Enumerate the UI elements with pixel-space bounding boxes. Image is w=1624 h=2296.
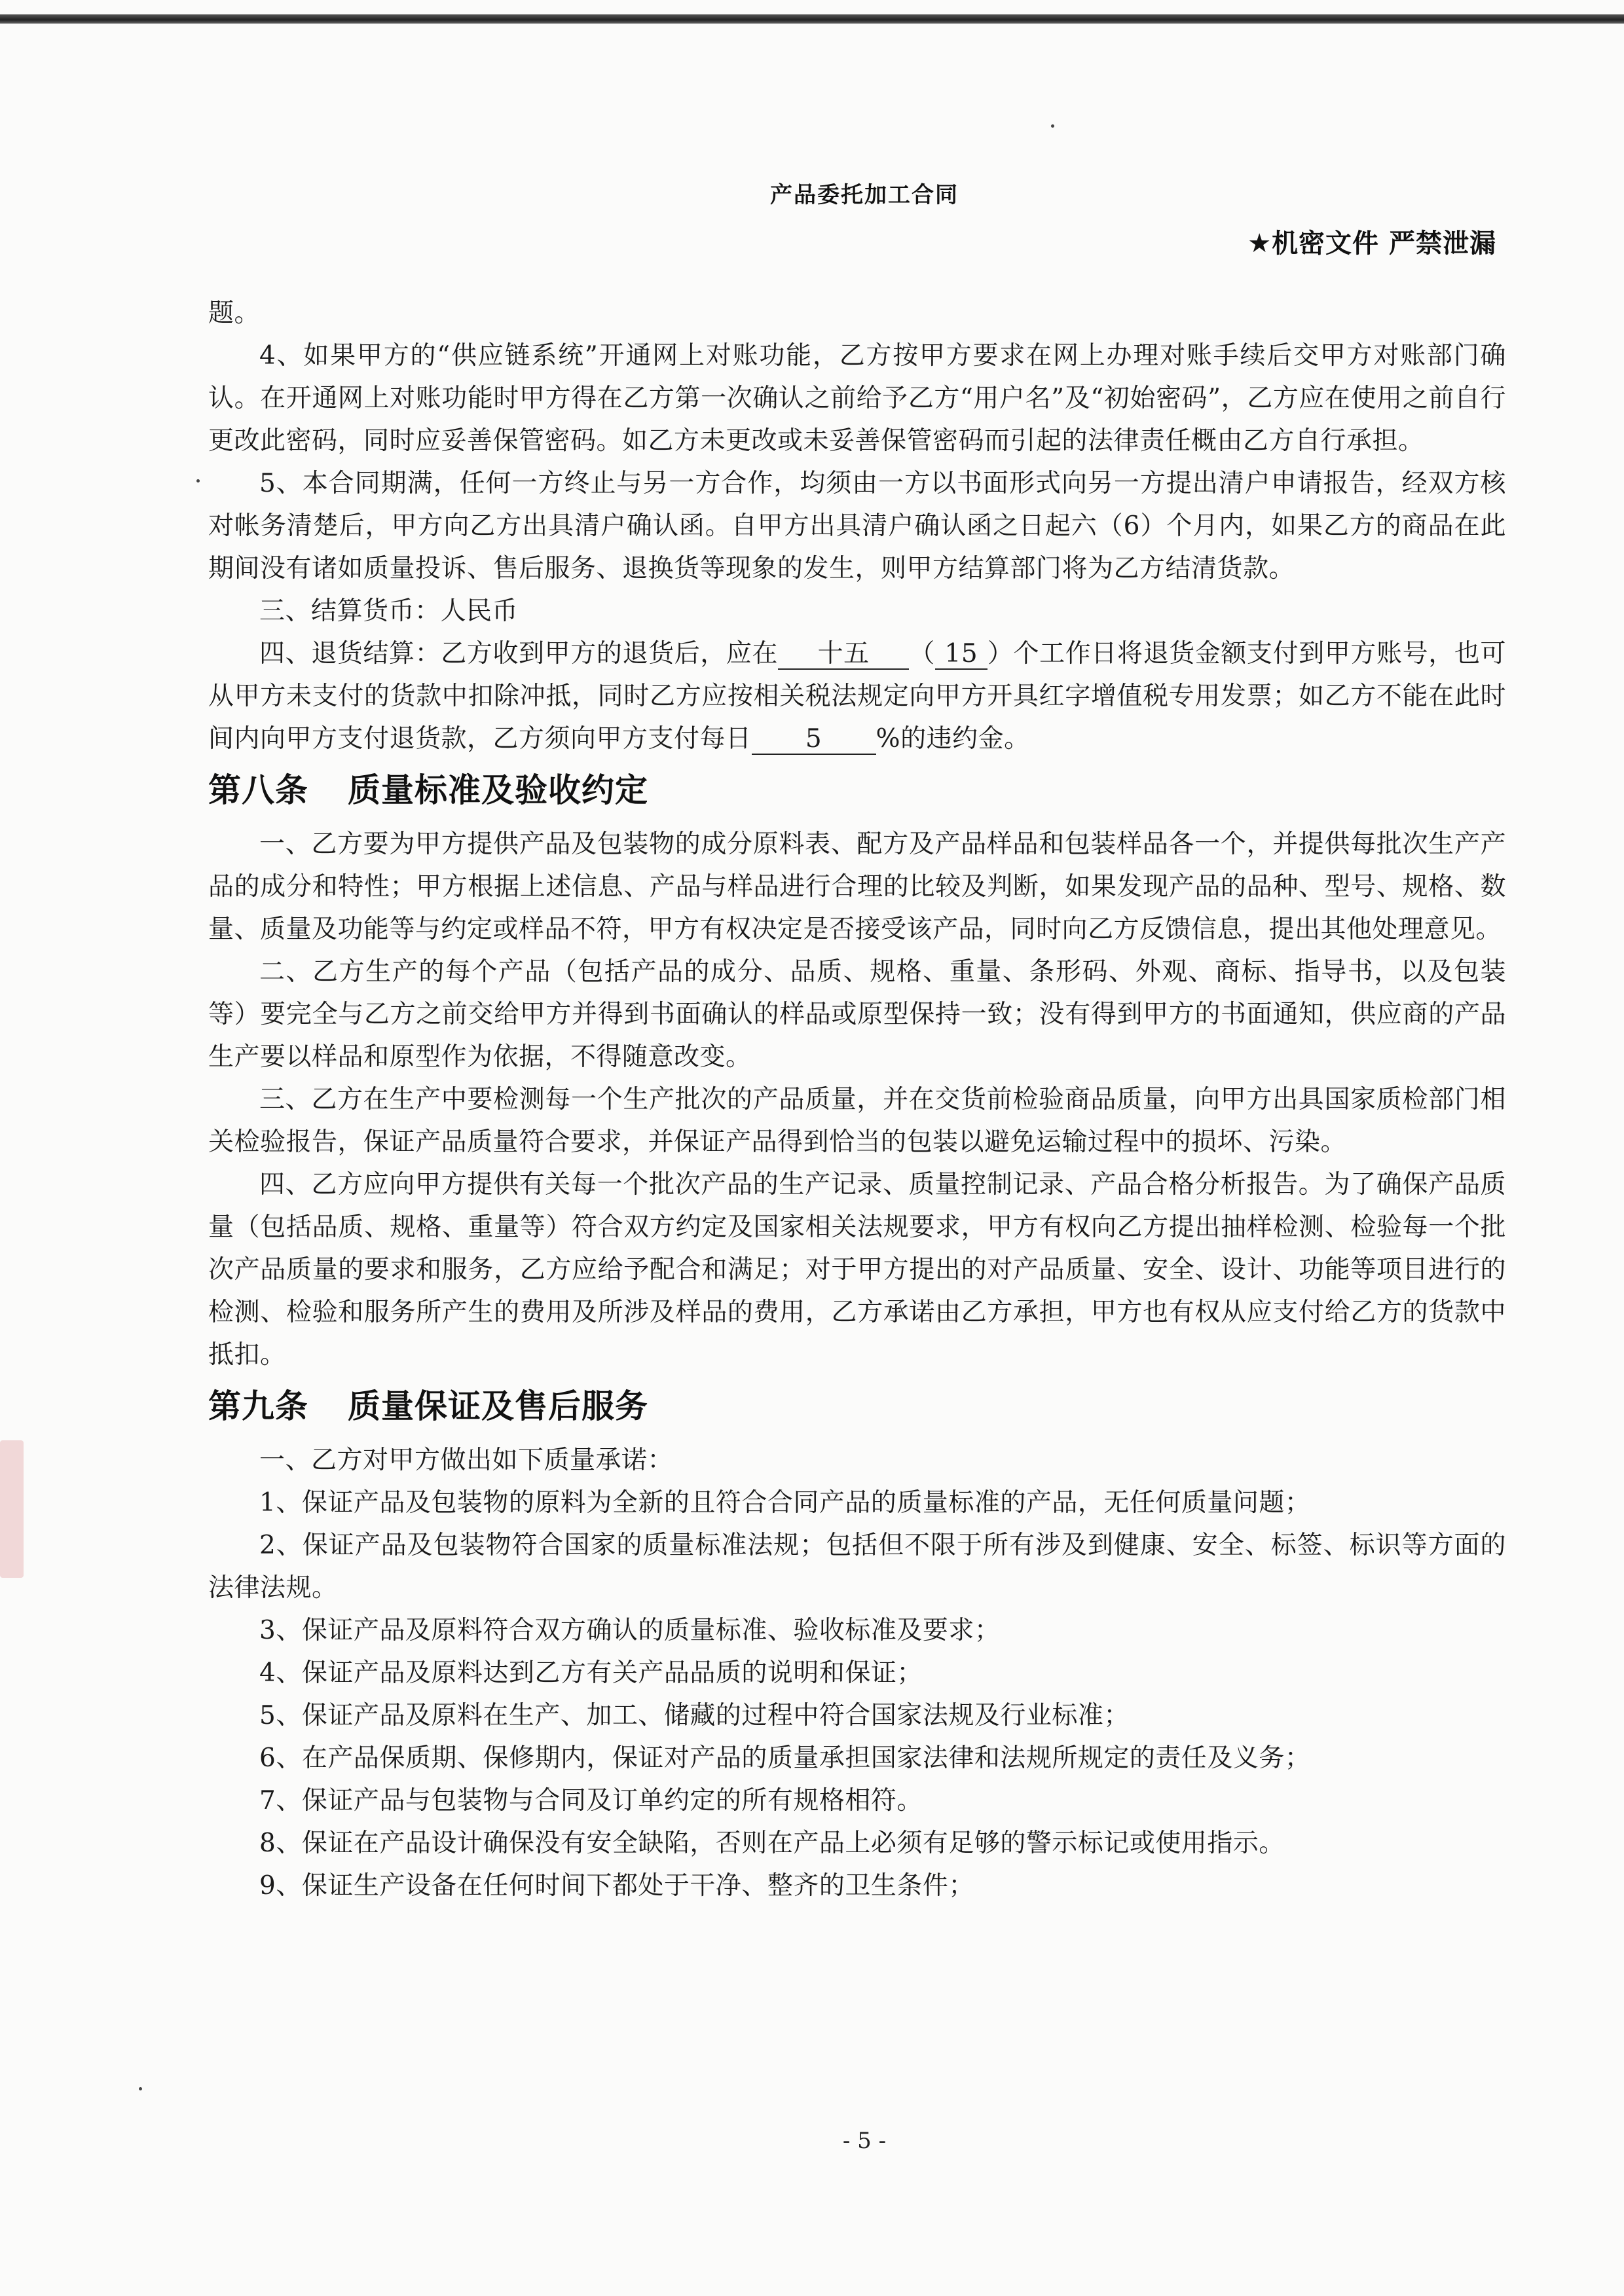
list-item: 5、保证产品及原料在生产、加工、储藏的过程中符合国家法规及行业标准； (259, 1701, 1130, 1730)
paragraph: 4、如果甲方的“供应链系统”开通网上对账功能，乙方按甲方要求在网上办理对账手续后交甲方对账部门确认。在开通网上对账功能时甲方得在乙方第一次确认之前给予乙方“用户名”及“初始密码”，乙方应在使用之前自行更改此密码，同时应妥善保管密码。如乙方未更改或未妥善保管密码而引起的法律责任概由乙方自行承担。 (208, 341, 1506, 456)
page-number: - 5 - (842, 2128, 887, 2154)
confidential-notice: ★机密文件 严禁泄漏 (1247, 228, 1496, 259)
list-item: 1、保证产品及包装物的原料为全新的且符合合同产品的质量标准的产品，无任何质量问题； (259, 1488, 1311, 1518)
article-8-heading (208, 767, 1506, 814)
list-item: 6、在产品保质期、保修期内，保证对产品的质量承担国家法律和法规所规定的责任及义务； (259, 1743, 1311, 1773)
scan-speck (1051, 124, 1054, 128)
refund-clause (208, 632, 1506, 760)
refund-clause-text: ）个工作日将退货金额支付到甲方账号，也可从甲方未支付的货款中扣除冲抵，同时乙方应按相关税法规定向甲方开具红字增值税专用发票；如乙方不能在此时间内向甲方支付退货款，乙方须向甲方支付每日 (208, 639, 1506, 754)
list-item: 4、保证产品及原料达到乙方有关产品品质的说明和保证； (259, 1658, 923, 1688)
refund-days-words-blank: 十五 (778, 640, 909, 670)
paragraph: 5、本合同期满，任何一方终止与另一方合作，均须由一方以书面形式向另一方提出清户申请报告，经双方核对帐务清楚后，甲方向乙方出具清户确认函。自甲方出具清户确认函之日起六（6）个月内，如果乙方的商品在此期间没有诸如质量投诉、售后服务、退换货等现象的发生，则甲方结算部门将为乙方结清货款。 (208, 469, 1506, 583)
paragraph: 三、结算货币：人民币 (259, 596, 519, 626)
scan-speck (139, 2087, 142, 2090)
article-9-heading (208, 1383, 1506, 1430)
document-title: 产品委托加工合同 (770, 182, 959, 208)
paragraph: 四、乙方应向甲方提供有关每一个批次产品的生产记录、质量控制记录、产品合格分析报告。为了确保产品质量（包括品质、规格、重量等）符合双方约定及国家相关法规要求，甲方有权向乙方提出抽样检测、检验每一个批次产品质量的要求和服务，乙方应给予配合和满足；对于甲方提出的对产品质量、安全、设计、功能等项目进行的检测、检验和服务所产生的费用及所涉及样品的费用，乙方承诺由乙方承担，甲方也有权从应支付给乙方的货款中抵扣。 (208, 1170, 1506, 1370)
list-item: 2、保证产品及包装物符合国家的质量标准法规；包括但不限于所有涉及到健康、安全、标签、标识等方面的法律法规。 (208, 1531, 1506, 1603)
paragraph: 题。 (208, 299, 261, 328)
list-item: 7、保证产品与包装物与合同及订单约定的所有规格相符。 (259, 1786, 923, 1815)
seal-edge-mark (0, 1440, 24, 1578)
paragraph: 一、乙方对甲方做出如下质量承诺： (259, 1446, 674, 1475)
list-item: 8、保证在产品设计确保没有安全缺陷，否则在产品上必须有足够的警示标记或使用指示。 (259, 1829, 1285, 1858)
article-title: 质量保证及售后服务 (348, 1387, 648, 1425)
scan-speck (196, 479, 200, 483)
article-number: 第八条 (208, 771, 308, 809)
contract-body (208, 292, 1506, 1907)
refund-clause-text: %的违约金。 (876, 724, 1030, 754)
paragraph: 一、乙方要为甲方提供产品及包装物的成分原料表、配方及产品样品和包装样品各一个，并提供每批次生产产品的成分和特性；甲方根据上述信息、产品与样品进行合理的比较及判断，如果发现产品的品种、型号、规格、数量、质量及功能等与约定或样品不符，甲方有权决定是否接受该产品，同时向乙方反馈信息，提出其他处理意见。 (208, 829, 1506, 944)
article-title: 质量标准及验收约定 (348, 771, 648, 809)
penalty-rate-blank: 5 (752, 725, 876, 755)
refund-days-number-blank: 15 (935, 640, 987, 670)
list-item: 3、保证产品及原料符合双方确认的质量标准、验收标准及要求； (259, 1616, 1001, 1645)
scan-top-border (0, 14, 1624, 24)
refund-clause-text: 四、退货结算：乙方收到甲方的退货后，应在 (259, 639, 779, 668)
refund-clause-text: （ (909, 639, 935, 668)
paragraph: 三、乙方在生产中要检测每一个生产批次的产品质量，并在交货前检验商品质量，向甲方出具国家质检部门相关检验报告，保证产品质量符合要求，并保证产品得到恰当的包装以避免运输过程中的损坏、污染。 (208, 1085, 1506, 1157)
list-item: 9、保证生产设备在任何时间下都处于干净、整齐的卫生条件； (259, 1871, 974, 1901)
article-number: 第九条 (208, 1387, 308, 1425)
paragraph: 二、乙方生产的每个产品（包括产品的成分、品质、规格、重量、条形码、外观、商标、指导书，以及包装等）要完全与乙方之前交给甲方并得到书面确认的样品或原型保持一致；没有得到甲方的书面通知，供应商的产品生产要以样品和原型作为依据，不得随意改变。 (208, 957, 1506, 1072)
